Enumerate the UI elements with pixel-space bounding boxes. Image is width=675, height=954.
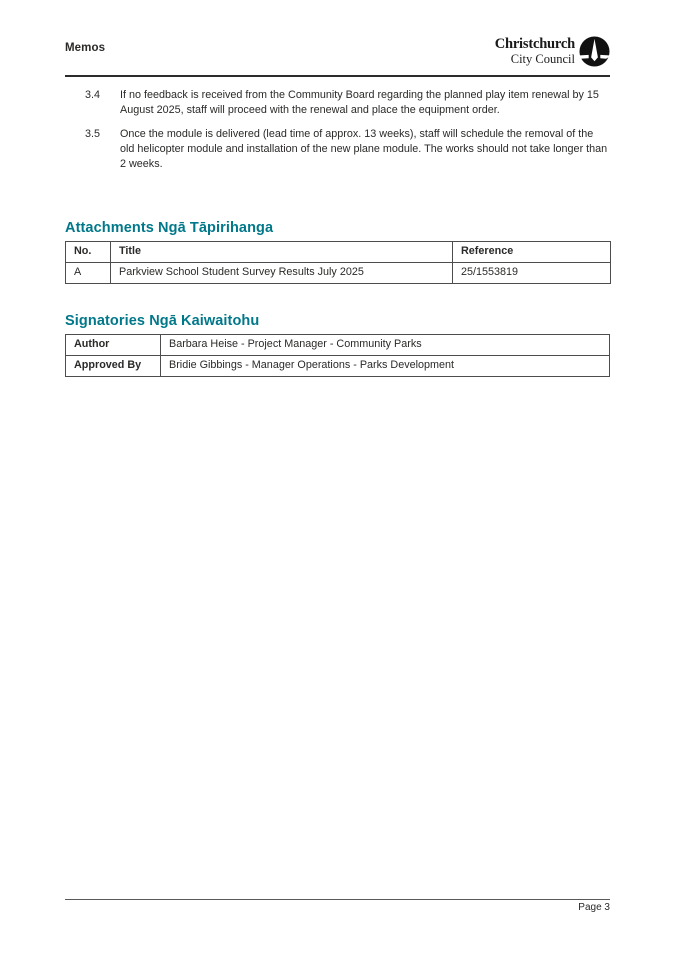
attachment-title: Parkview School Student Survey Results July 2025	[111, 262, 453, 283]
paragraph-3-4	[65, 88, 610, 117]
signatory-role-label: Approved By	[66, 355, 161, 376]
attachments-col-reference: Reference	[453, 241, 611, 262]
signatories-section	[65, 313, 610, 377]
signatory-name: Bridie Gibbings - Manager Operations - Parks Development	[161, 355, 610, 376]
paragraph-number: 3.4	[85, 89, 101, 101]
attachment-no: A	[66, 262, 111, 283]
paragraph-3-5	[65, 127, 610, 171]
document-type-label: Memos	[65, 42, 106, 54]
signatories-heading: Signatories Ngā Kaiwaitohu	[65, 312, 260, 329]
council-logo-text	[495, 37, 575, 65]
signatory-row-author	[66, 334, 610, 355]
attachments-col-title: Title	[111, 241, 453, 262]
page-header	[65, 0, 610, 77]
signatories-table	[65, 334, 610, 377]
attachment-row	[66, 262, 611, 283]
page-number: Page 3	[578, 902, 610, 913]
signatory-role-label: Author	[66, 334, 161, 355]
attachments-table	[65, 241, 611, 284]
page-content	[65, 0, 610, 377]
attachment-reference: 25/1553819	[453, 262, 611, 283]
paragraph-text: Once the module is delivered (lead time of approx. 13 weeks), staff will schedule the removal of the old helicopter module and installation of the new plane module. The works should not take longer than 2 weeks.	[120, 128, 608, 170]
council-logo	[495, 36, 610, 67]
council-crest-icon	[579, 36, 610, 67]
council-logo-line2: City Council	[510, 51, 575, 66]
attachments-heading: Attachments Ngā Tāpirihanga	[65, 219, 274, 236]
memo-body	[65, 88, 610, 172]
signatory-row-approved-by	[66, 355, 610, 376]
attachments-header-row	[66, 241, 611, 262]
attachments-section	[65, 220, 610, 284]
attachments-col-no: No.	[66, 241, 111, 262]
council-logo-line1: Christchurch	[494, 36, 575, 53]
signatory-name: Barbara Heise - Project Manager - Community Parks	[161, 334, 610, 355]
paragraph-text: If no feedback is received from the Community Board regarding the planned play item renewal by 15 August 2025, staff will proceed with the renewal and place the equipment order.	[120, 89, 599, 116]
page-footer	[65, 899, 610, 913]
paragraph-number: 3.5	[85, 128, 101, 141]
